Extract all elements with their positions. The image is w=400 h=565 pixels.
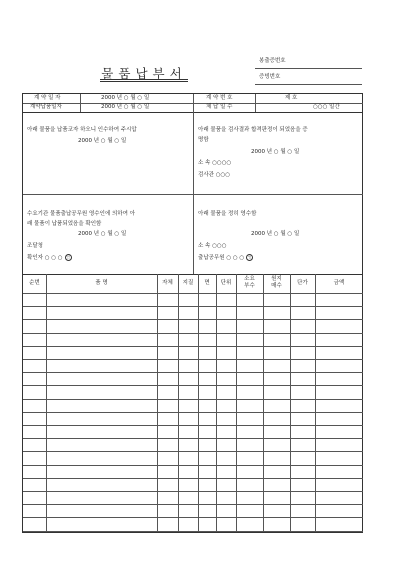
delivery-date-label: 계약납품일자: [30, 104, 62, 110]
contract-number-value[interactable]: 제 호: [285, 95, 298, 101]
officer-name[interactable]: 출납공무원 ○ ○ ○: [198, 255, 245, 261]
supplier-statement: 아래 물품을 납품코자 하오니 인수하여 주시압: [27, 127, 137, 133]
table-header-cell: 면: [204, 280, 210, 286]
table-row[interactable]: [23, 465, 363, 466]
table-header-cell: 품 명: [95, 280, 108, 286]
table-row[interactable]: [23, 517, 363, 518]
table-column-divider: [178, 274, 179, 532]
contract-date-value[interactable]: 2000 년 ○ 월 ○ 일: [101, 95, 150, 101]
table-header-cell: 자체: [162, 280, 173, 286]
receipt-date[interactable]: 2000 년 ○ 월 ○ 일: [251, 231, 300, 237]
table-row[interactable]: [23, 412, 363, 413]
inspection-statement-1: 아래 물품을 검사결과 합격판정이 되었음을 증: [198, 127, 308, 133]
header-divider-3: [255, 94, 256, 112]
table-row[interactable]: [23, 399, 363, 400]
procurement-office: 조달청: [27, 243, 43, 249]
title-underline-2: [100, 81, 188, 82]
table-row[interactable]: [23, 359, 363, 360]
submit-number-label: 봉출증번호: [259, 58, 286, 64]
header-divider-1: [80, 94, 81, 112]
table-column-divider: [290, 274, 291, 532]
proof-number-label: 증빙번호: [259, 74, 281, 80]
submit-number-field[interactable]: [255, 54, 362, 69]
table-row[interactable]: [23, 306, 363, 307]
table-column-divider: [46, 274, 47, 532]
table-header-cell: 단위: [220, 280, 232, 286]
table-header-cell: 단가: [297, 280, 308, 286]
table-header-label: 부수: [244, 283, 255, 289]
overdue-days-label: 체 납 일 수: [206, 104, 233, 110]
seal-icon: 인: [66, 255, 70, 259]
table-header-cell: 지질: [182, 280, 194, 286]
table-column-divider: [263, 274, 264, 532]
overdue-days-value[interactable]: ○○○ 일간: [313, 104, 340, 110]
confirmation-statement-2: 래 물품이 납품되었음을 확인함: [27, 221, 102, 227]
table-header-cell: 금액: [333, 280, 345, 286]
header-divider-2: [193, 94, 194, 112]
box-center-divider: [193, 112, 194, 274]
table-row[interactable]: [23, 293, 363, 294]
inspection-date[interactable]: 2000 년 ○ 월 ○ 일: [251, 149, 300, 155]
proof-number-field[interactable]: [255, 70, 362, 85]
table-column-divider: [216, 274, 217, 532]
table-row[interactable]: [23, 504, 363, 505]
delivery-date-value[interactable]: 2000 년 ○ 월 ○ 일: [101, 104, 150, 110]
table-row[interactable]: [23, 372, 363, 373]
table-column-divider: [157, 274, 158, 532]
table-column-divider: [198, 274, 199, 532]
table-header-label: 소요: [244, 276, 255, 282]
inspection-statement-2: 명함: [198, 137, 209, 143]
table-row[interactable]: [23, 385, 363, 386]
table-row[interactable]: [23, 478, 363, 479]
table-row[interactable]: [23, 333, 363, 334]
inspection-affiliation[interactable]: 소 속 ○○○○: [198, 160, 232, 166]
contract-number-label: 계 약 번 호: [206, 95, 233, 101]
table-header-cell: 순번: [29, 280, 40, 286]
table-row[interactable]: [23, 531, 363, 532]
inspector-name[interactable]: 검사관 ○○○: [198, 172, 231, 178]
table-header-label: 원지: [271, 276, 282, 282]
supplier-date[interactable]: 2000 년 ○ 월 ○ 일: [78, 138, 127, 144]
box-bottom-border: [23, 274, 363, 275]
table-header-label: 매수: [271, 283, 282, 289]
seal-icon: 인: [248, 255, 252, 259]
receipt-affiliation[interactable]: 소 속 ○○○: [198, 243, 227, 249]
title-underline: [100, 79, 188, 80]
table-row[interactable]: [23, 438, 363, 439]
table-row[interactable]: [23, 491, 363, 492]
receipt-statement: 아래 물품을 정히 영수함: [198, 211, 257, 217]
table-header-cell: [236, 276, 263, 290]
table-column-divider: [236, 274, 237, 532]
contract-date-label: 계 약 일 자: [34, 95, 61, 101]
checker-name[interactable]: 확인자 ○ ○ ○: [27, 255, 63, 261]
table-row[interactable]: [23, 319, 363, 320]
table-header-cell: [263, 276, 290, 290]
table-row[interactable]: [23, 425, 363, 426]
page-title: 물품납부서: [101, 66, 187, 81]
checker-line: [27, 254, 72, 262]
table-row[interactable]: [23, 451, 363, 452]
confirmation-date[interactable]: 2000 년 ○ 월 ○ 일: [78, 231, 127, 237]
delivery-form: [22, 93, 363, 533]
officer-line: [198, 254, 253, 262]
confirmation-statement-1: 수요기관 물품출납공무원 영수인에 의하여 아: [27, 211, 135, 217]
table-row[interactable]: [23, 346, 363, 347]
table-column-divider: [315, 274, 316, 532]
